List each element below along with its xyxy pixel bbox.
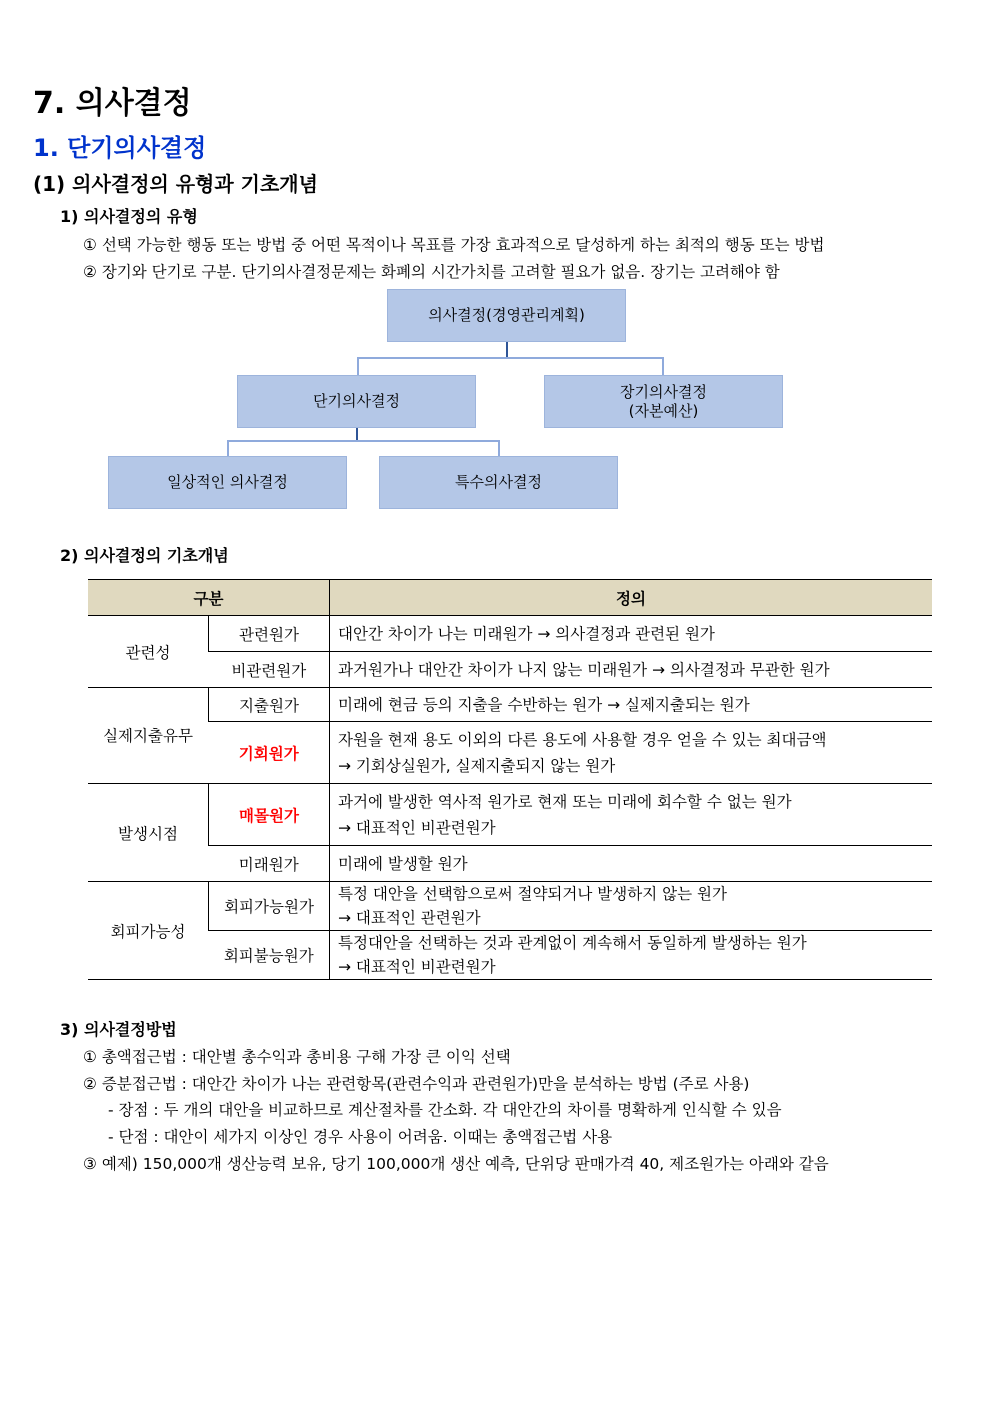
- definition: 미래에 발생할 원가: [330, 846, 933, 882]
- part3-item: ② 증분접근법 : 대안간 차이가 나는 관련항목(관련수익과 관련원가)만을 분석하는 방법 (주로 사용): [83, 1075, 750, 1093]
- table-row: [88, 616, 932, 652]
- part3-item: ① 총액접근법 : 대안별 총수익과 총비용 구해 가장 큰 이익 선택: [83, 1048, 511, 1066]
- part3-heading: 3) 의사결정방법: [60, 1020, 177, 1039]
- connector: [498, 440, 500, 456]
- table-row: [88, 688, 932, 722]
- term-highlighted: 기회원가: [209, 722, 330, 784]
- definition-line: → 대표적인 비관련원가: [338, 958, 496, 976]
- part3-item: ③ 예제) 150,000개 생산능력 보유, 당기 100,000개 생산 예측, 단위당 판매가격 40, 제조원가는 아래와 같음: [83, 1155, 829, 1173]
- concept-table: [88, 579, 932, 980]
- definition-line: → 대표적인 관련원가: [338, 909, 481, 927]
- box-routine: 일상적인 의사결정: [108, 456, 347, 509]
- box-special: 특수의사결정: [379, 456, 618, 509]
- connector: [227, 440, 500, 442]
- definition-line: → 대표적인 비관련원가: [338, 818, 496, 837]
- part1-heading: 1) 의사결정의 유형: [60, 207, 198, 226]
- part3-subitem: - 장점 : 두 개의 대안을 비교하므로 계산절차를 간소화. 각 대안간의 차이를 명확하게 인식할 수 있음: [108, 1101, 782, 1119]
- box-root: 의사결정(경영관리계획): [387, 289, 626, 342]
- definition-line: 특정대안을 선택하는 것과 관계없이 계속해서 동일하게 발생하는 원가: [338, 934, 807, 952]
- definition: [330, 722, 933, 784]
- connector: [357, 357, 664, 359]
- table-row: [88, 722, 932, 784]
- definition-line: 자원을 현재 용도 이외의 다른 용도에 사용할 경우 얻을 수 있는 최대금액: [338, 730, 827, 749]
- term: 관련원가: [209, 616, 330, 652]
- header-definition: 정의: [330, 580, 933, 616]
- box-label: 장기의사결정: [620, 382, 707, 401]
- part1-item: ① 선택 가능한 행동 또는 방법 중 어떤 목적이나 목표를 가장 효과적으로 달성하게 하는 최적의 행동 또는 방법: [83, 236, 825, 254]
- definition-line: 특정 대안을 선택함으로써 절약되거나 발생하지 않는 원가: [338, 885, 727, 903]
- table-row: [88, 784, 932, 846]
- group-name: 발생시점: [88, 784, 209, 882]
- part2-heading: 2) 의사결정의 기초개념: [60, 546, 229, 565]
- connector: [662, 357, 664, 376]
- box-short-term: 단기의사결정: [237, 375, 476, 428]
- group-name: 회피가능성: [88, 882, 209, 980]
- subsection-title: (1) 의사결정의 유형과 기초개념: [33, 172, 318, 196]
- definition-line: 과거에 발생한 역사적 원가로 현재 또는 미래에 회수할 수 없는 원가: [338, 792, 792, 811]
- connector: [356, 427, 358, 441]
- connector: [227, 440, 229, 456]
- term: 비관련원가: [209, 652, 330, 688]
- connector: [357, 357, 359, 376]
- definition: 과거원가나 대안간 차이가 나지 않는 미래원가 → 의사결정과 무관한 원가: [330, 652, 933, 688]
- part1-item: ② 장기와 단기로 구분. 단기의사결정문제는 화폐의 시간가치를 고려할 필요가 없음. 장기는 고려해야 함: [83, 263, 780, 281]
- definition-line: → 기회상실원가, 실제지출되지 않는 원가: [338, 756, 616, 775]
- group-name: 관련성: [88, 616, 209, 688]
- box-label: (자본예산): [628, 401, 699, 420]
- connector: [506, 341, 508, 358]
- term: 지출원가: [209, 688, 330, 722]
- section-title: 1. 단기의사결정: [33, 134, 207, 162]
- header-category: 구분: [88, 580, 330, 616]
- definition: 대안간 차이가 나는 미래원가 → 의사결정과 관련된 원가: [330, 616, 933, 652]
- table-header: [88, 580, 932, 616]
- box-long-term: [544, 375, 783, 428]
- definition: [330, 882, 933, 931]
- table-row: [88, 931, 932, 980]
- part3-subitem: - 단점 : 대안이 세가지 이상인 경우 사용이 어려움. 이때는 총액접근법 사용: [108, 1128, 613, 1146]
- table-row: [88, 846, 932, 882]
- definition: [330, 784, 933, 846]
- term-highlighted: 매몰원가: [209, 784, 330, 846]
- table-row: [88, 652, 932, 688]
- term: 회피가능원가: [209, 882, 330, 931]
- group-name: 실제지출유무: [88, 688, 209, 784]
- table-row: [88, 882, 932, 931]
- definition: [330, 931, 933, 980]
- term: 회피불능원가: [209, 931, 330, 980]
- definition: 미래에 현금 등의 지출을 수반하는 원가 → 실제지출되는 원가: [330, 688, 933, 722]
- term: 미래원가: [209, 846, 330, 882]
- chapter-title: 7. 의사결정: [33, 86, 192, 121]
